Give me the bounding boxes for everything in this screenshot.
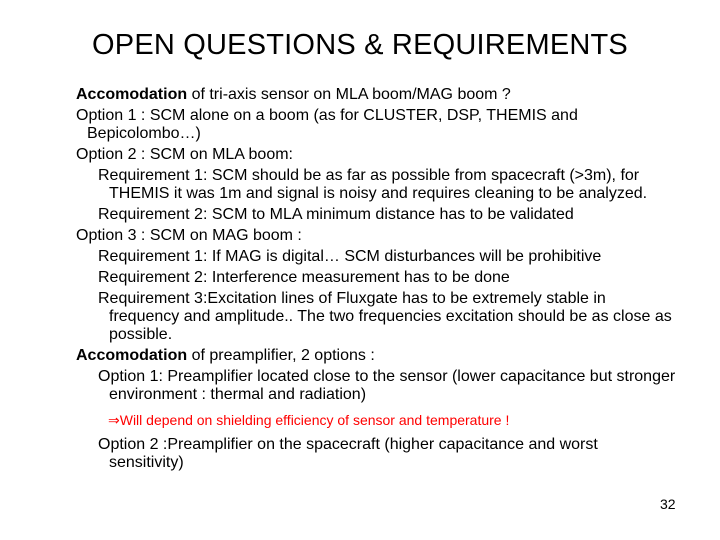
option-1-text: Option 1 : SCM alone on a boom (as for CLUSTER, DSP, THEMIS and Bepicolombo…) (76, 107, 578, 142)
option-3-text: Option 3 : SCM on MAG boom : (76, 227, 302, 244)
slide-title: OPEN QUESTIONS & REQUIREMENTS (92, 29, 628, 61)
option-2-requirement-2: Requirement 2: SCM to MLA minimum distance has to be validated (98, 206, 574, 223)
implies-arrow-icon: ⇒ (108, 412, 120, 428)
option-2-requirement-1: Requirement 1: SCM should be as far as possible from spacecraft (>3m), for THEMIS it was 1m and signal is noisy and requires cleaning to be analyzed. (98, 167, 648, 202)
shielding-note (108, 411, 676, 429)
preamp-option-2-text: Option 2 :Preamplifier on the spacecraft (higher capacitance and worst sensitivity) (98, 436, 598, 471)
preamp-option-1-text: Option 1: Preamplifier located close to the sensor (lower capacitance but stronger environment : thermal and radiation) (98, 368, 676, 403)
slide-number: 32 (660, 496, 676, 512)
option-3-requirement-1: Requirement 1: If MAG is digital… SCM disturbances will be prohibitive (98, 248, 602, 265)
slide-content (76, 86, 676, 475)
option-3-requirement-3: Requirement 3:Excitation lines of Fluxgate has to be extremely stable in frequency and amplitude.. The two frequencies excitation should be as close as possible. (98, 290, 672, 343)
accommodation-preamp-heading (76, 347, 676, 365)
option-3-requirement-2: Requirement 2: Interference measurement has to be done (98, 269, 510, 286)
accommodation-keyword: Accomodation (76, 347, 188, 364)
option-2-text: Option 2 : SCM on MLA boom: (76, 146, 293, 163)
accommodation-sensor-text: of tri-axis sensor on MLA boom/MAG boom ? (187, 86, 511, 103)
accommodation-sensor-heading (76, 86, 676, 104)
accommodation-preamp-text: of preamplifier, 2 options : (187, 347, 375, 364)
shielding-note-text: Will depend on shielding efficiency of sensor and temperature ! (119, 412, 510, 428)
accommodation-keyword: Accomodation (76, 86, 188, 103)
